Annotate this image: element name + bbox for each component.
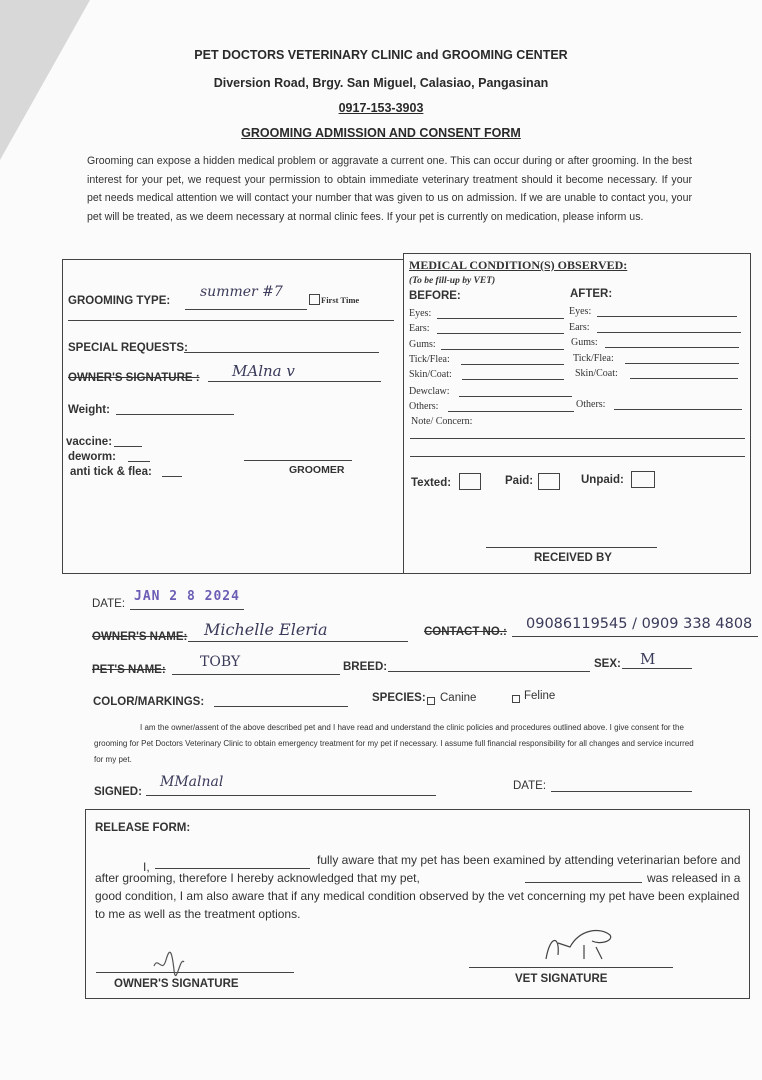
color-markings-label: COLOR/MARKINGS: (93, 696, 205, 708)
before-dewclaw-line[interactable] (459, 396, 572, 397)
unpaid-label: Unpaid: (581, 474, 624, 486)
before-tick-flea-line[interactable] (461, 364, 564, 365)
vet-sig-label: VET SIGNATURE (515, 973, 608, 985)
after-tick-flea-line[interactable] (625, 363, 739, 364)
release-title: RELEASE FORM: (95, 822, 191, 834)
first-time-label: First Time (321, 295, 360, 305)
release-i: I, (143, 860, 150, 874)
texted-checkbox[interactable] (459, 473, 481, 490)
after-gums-line[interactable] (605, 347, 739, 348)
after-label: AFTER: (570, 288, 613, 300)
signed-label: SIGNED: (94, 786, 142, 798)
before-others-line[interactable] (448, 411, 574, 412)
grooming-type-value[interactable]: summer #7 (200, 284, 283, 300)
anti-tick-label: anti tick & flea: (70, 466, 152, 478)
owner-signature-label: OWNER'S SIGNATURE : (68, 372, 200, 384)
before-label: BEFORE: (409, 290, 461, 302)
owner-sig-line[interactable] (96, 972, 294, 973)
consent-paragraph: I am the owner/assent of the above described pet and I have read and understand the clinic policies and procedures outlined above. I give consent for the grooming for Pet Doctors Veterinary Clinic to obtain emergency treatment for my pet if necessary. I assume full financial responsibility for all changes and service incurred for my pet. (94, 723, 694, 764)
owner-name-line[interactable] (188, 641, 408, 642)
groomer-line[interactable] (244, 460, 352, 461)
breed-label: BREED: (343, 661, 388, 673)
before-ears-line[interactable] (437, 333, 564, 334)
date-line[interactable] (130, 609, 244, 610)
pet-name-value: TOBY (200, 654, 241, 670)
signed-date-label: DATE: (513, 780, 547, 792)
after-skin-coat: Skin/Coat: (575, 368, 618, 379)
received-by-line[interactable] (486, 547, 657, 548)
canine-checkbox[interactable] (427, 697, 435, 705)
feline-checkbox[interactable] (512, 695, 520, 703)
owner-signature-value: MAlna v (232, 362, 295, 380)
signed-line[interactable] (146, 795, 436, 796)
weight-line[interactable] (116, 414, 234, 415)
form-title: GROOMING ADMISSION AND CONSENT FORM (241, 126, 521, 140)
grooming-type-line (185, 309, 307, 310)
intro-paragraph: Grooming can expose a hidden medical problem or aggravate a current one. This can occur during or after grooming. In the best interest for your pet, we request your permission to obtain immediate veterinary treatment should it become necessary. If your pet needs medical attention we will contact your number that was given to us on admission. If we are unable to contact you, your pet will be treated, as we deem necessary at normal clinic fees. If your pet is currently on medication, please inform us. (87, 155, 692, 223)
clinic-phone: 0917-153-3903 (338, 101, 424, 115)
vaccine-line[interactable] (114, 446, 142, 447)
before-eyes: Eyes: (409, 308, 432, 319)
weight-label: Weight: (68, 404, 110, 416)
before-eyes-line[interactable] (437, 318, 564, 319)
medical-title: MEDICAL CONDITION(S) OBSERVED: (409, 258, 628, 272)
groomer-label: GROOMER (289, 464, 345, 476)
note-concern-label: Note/ Concern: (411, 416, 473, 427)
first-time-checkbox[interactable] (309, 294, 320, 305)
owner-sig-scribble (150, 950, 190, 978)
before-gums-line[interactable] (441, 349, 564, 350)
sex-label: SEX: (594, 658, 621, 670)
note-line-2[interactable] (410, 456, 745, 457)
after-gums: Gums: (571, 337, 598, 348)
clinic-address: Diversion Road, Brgy. San Miguel, Calasiao, Pangasinan (213, 76, 549, 90)
owner-name-value: Michelle Eleria (204, 620, 328, 639)
canine-label: Canine (440, 692, 477, 704)
signed-date-line[interactable] (551, 791, 692, 792)
owner-sig-label: OWNER'S SIGNATURE (114, 978, 239, 990)
before-skin-coat-line[interactable] (462, 379, 564, 380)
after-eyes-line[interactable] (597, 316, 737, 317)
texted-label: Texted: (411, 477, 452, 489)
received-by-label: RECEIVED BY (534, 552, 612, 564)
grooming-type-line-2 (68, 320, 394, 321)
species-label: SPECIES: (372, 692, 426, 704)
signed-value: MMalnal (160, 774, 224, 790)
after-others-line[interactable] (614, 409, 742, 410)
medical-subtitle: (To be fill-up by VET) (409, 276, 496, 286)
before-ears: Ears: (409, 323, 430, 334)
owner-signature-line[interactable] (208, 381, 381, 382)
sex-value: M (640, 650, 656, 668)
before-others: Others: (409, 401, 439, 412)
vet-sig-line[interactable] (469, 967, 673, 968)
special-requests-label: SPECIAL REQUESTS: (68, 342, 188, 354)
vet-sig-scribble (540, 925, 620, 965)
feline-label: Feline (524, 690, 556, 702)
deworm-line[interactable] (128, 461, 150, 462)
special-requests-line[interactable] (184, 352, 379, 353)
contact-label: CONTACT NO.: (424, 626, 507, 638)
after-ears-line[interactable] (597, 332, 741, 333)
after-tick-flea: Tick/Flea: (573, 353, 614, 364)
anti-tick-line[interactable] (162, 476, 182, 477)
grooming-type-label: GROOMING TYPE: (68, 295, 171, 307)
unpaid-checkbox[interactable] (631, 471, 655, 488)
after-eyes: Eyes: (569, 306, 592, 317)
sex-line[interactable] (622, 668, 692, 669)
note-line-1[interactable] (410, 438, 745, 439)
after-others: Others: (576, 399, 606, 410)
color-markings-line[interactable] (214, 706, 348, 707)
before-skin-coat: Skin/Coat: (409, 369, 452, 380)
contact-line[interactable] (512, 636, 758, 637)
after-skin-coat-line[interactable] (630, 378, 738, 379)
owner-name-label: OWNER'S NAME: (92, 631, 188, 643)
breed-line[interactable] (388, 671, 590, 672)
date-label: DATE: (92, 598, 126, 610)
before-dewclaw: Dewclaw: (409, 386, 450, 397)
clinic-name: PET DOCTORS VETERINARY CLINIC and GROOMING CENTER (194, 48, 568, 62)
after-ears: Ears: (569, 322, 590, 333)
release-p3: was released in a good condition, I am also aware that if any medical condition observed by the vet concerning my pet have been explained to me as well as the treatment options. (95, 871, 741, 921)
contact-value: 09086119545 / 0909 338 4808 (526, 616, 753, 632)
date-stamp: JAN 2 8 2024 (134, 589, 240, 604)
before-gums: Gums: (409, 339, 436, 350)
release-p2: fully aware that my pet has been examined by attending veterinarian before and after grooming, therefore I hereby acknowledged that my pet, (95, 853, 741, 885)
paid-checkbox[interactable] (538, 473, 560, 490)
paid-label: Paid: (505, 475, 534, 487)
pet-name-label: PET'S NAME: (92, 664, 166, 676)
pet-name-line[interactable] (172, 674, 340, 675)
before-tick-flea: Tick/Flea: (409, 354, 450, 365)
deworm-label: deworm: (68, 451, 116, 463)
vaccine-label: vaccine: (66, 436, 113, 448)
